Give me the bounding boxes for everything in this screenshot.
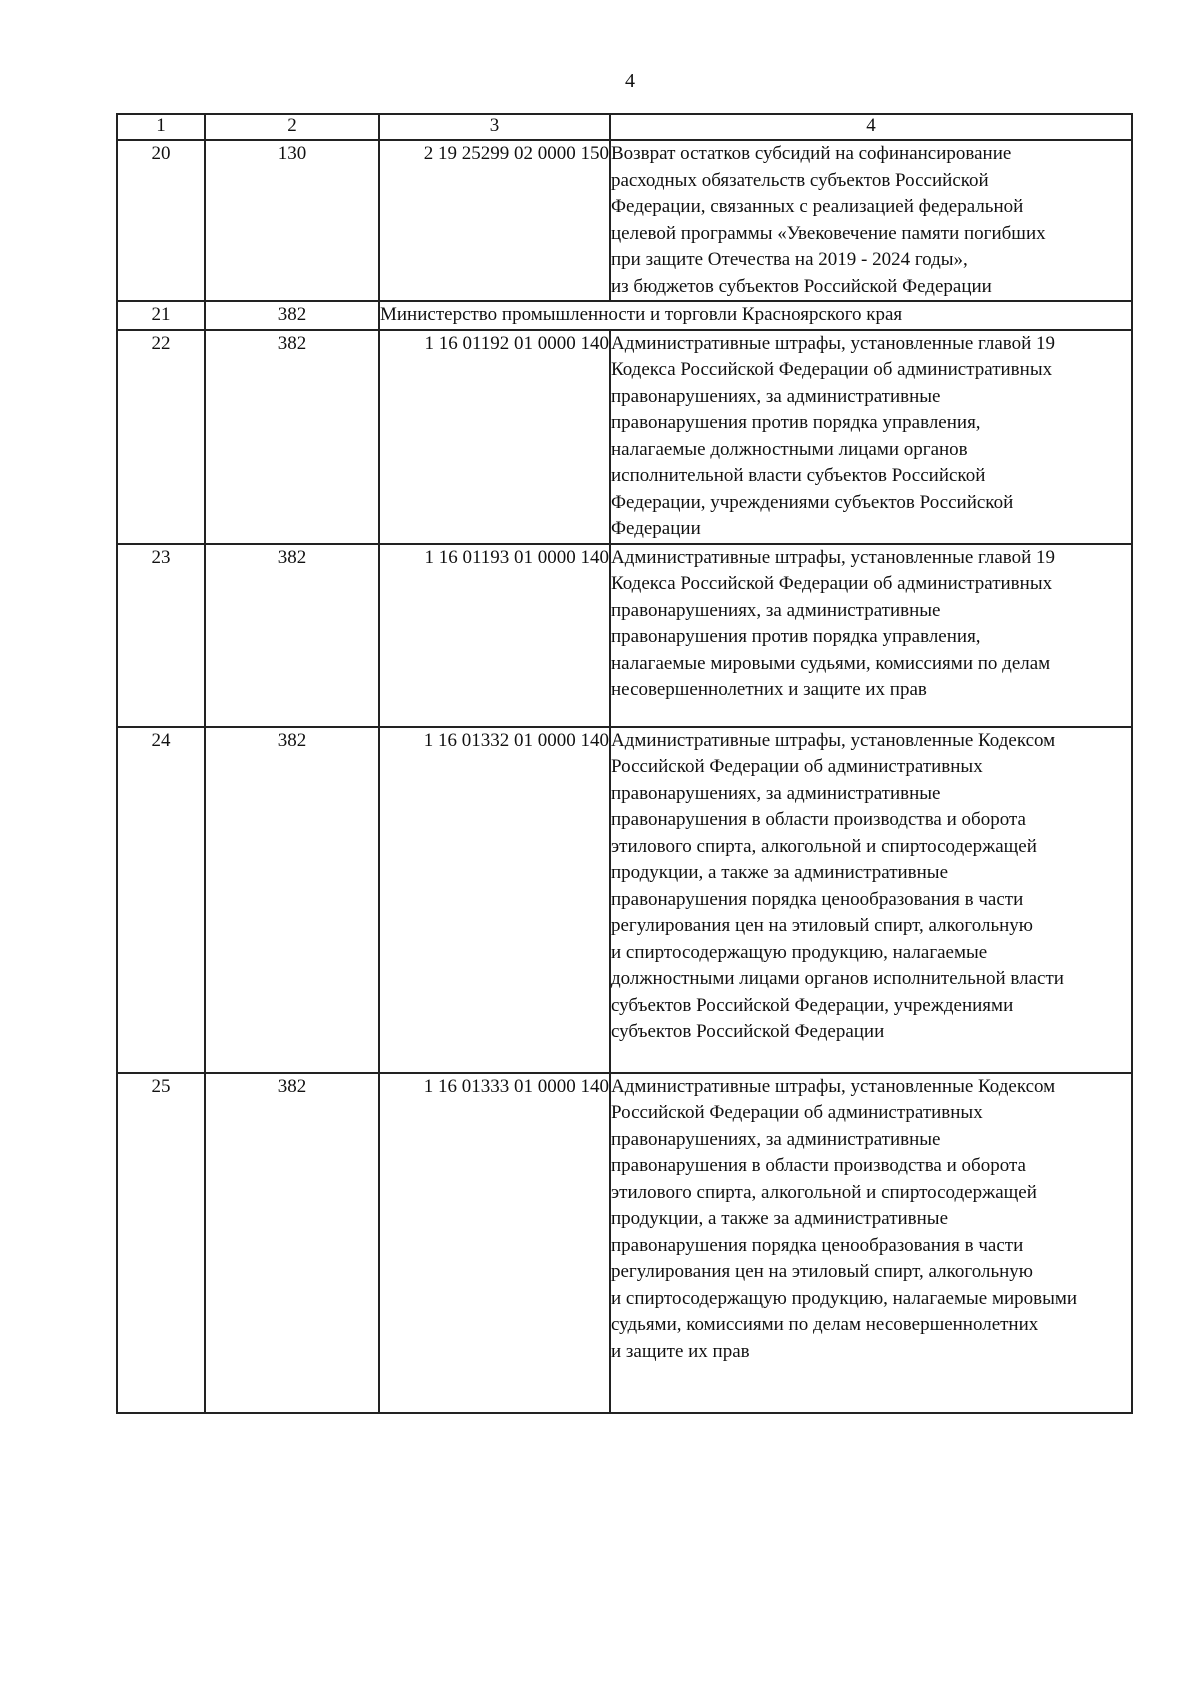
admin-code: 382	[205, 301, 379, 330]
description-line: этилового спирта, алкогольной и спиртосодержащей	[611, 1181, 1037, 1203]
description-line: Федерации, учреждениями субъектов Российской	[611, 491, 1014, 513]
table-header-row	[117, 114, 1132, 140]
budget-classification-code: 1 16 01193 01 0000 140	[379, 544, 610, 727]
budget-code-table	[116, 113, 1133, 1414]
description-line: субъектов Российской Федерации	[611, 1021, 885, 1042]
description-line: расходных обязательств субъектов Российской	[611, 169, 989, 191]
description-line: правонарушения в области производства и оборота	[611, 1155, 1026, 1176]
description-line: продукции, а также за административные	[611, 862, 948, 883]
table-row	[117, 301, 1132, 330]
description-line: при защите Отечества на 2019 - 2024 годы»,	[611, 249, 968, 270]
description-line: правонарушения против порядка управления,	[611, 412, 981, 433]
description-line: налагаемые мировыми судьями, комиссиями по делам	[611, 652, 1051, 674]
description-line: правонарушения против порядка управления,	[611, 626, 981, 647]
description-line: налагаемые должностными лицами органов	[611, 438, 968, 460]
description-line: должностными лицами органов исполнительной власти	[611, 968, 1064, 989]
budget-classification-code: 1 16 01192 01 0000 140	[379, 330, 610, 544]
description-line: и спиртосодержащую продукцию, налагаемые	[611, 941, 988, 963]
table-row	[117, 330, 1132, 544]
page-number: 4	[625, 70, 635, 92]
description-line: Кодекса Российской Федерации об административных	[611, 573, 1053, 594]
description-line: Административные штрафы, установленные главой 19	[611, 332, 1056, 354]
description-line: Административные штрафы, установленные Кодексом	[611, 1075, 1056, 1097]
description-line: правонарушениях, за административные	[611, 782, 941, 804]
budget-classification-code: 1 16 01333 01 0000 140	[379, 1073, 610, 1413]
description-line: регулирования цен на этиловый спирт, алкогольную	[611, 915, 1033, 936]
description-line: Кодекса Российской Федерации об административных	[611, 359, 1053, 380]
description-line: из бюджетов субъектов Российской Федерации	[611, 275, 992, 297]
admin-code: 382	[205, 727, 379, 1073]
description-cell	[610, 330, 1132, 544]
budget-classification-code: 1 16 01332 01 0000 140	[379, 727, 610, 1073]
description-cell	[610, 727, 1132, 1073]
description-line: Возврат остатков субсидий на софинансирование	[611, 143, 1012, 164]
description-line: продукции, а также за административные	[611, 1208, 948, 1229]
description-line: правонарушения порядка ценообразования в части	[611, 1234, 1024, 1256]
description-line: судьями, комиссиями по делам несовершеннолетних	[611, 1314, 1039, 1335]
description-line: правонарушениях, за административные	[611, 599, 941, 621]
header-col-2: 2	[205, 114, 379, 140]
description-line: исполнительной власти субъектов Российской	[611, 465, 986, 486]
description-cell	[610, 544, 1132, 727]
description-line: правонарушения порядка ценообразования в части	[611, 888, 1024, 910]
description-line: несовершеннолетних и защите их прав	[611, 679, 927, 700]
description-line: и спиртосодержащую продукцию, налагаемые мировыми	[611, 1287, 1078, 1309]
admin-code: 382	[205, 1073, 379, 1413]
description-cell	[610, 140, 1132, 301]
description-line: Российской Федерации об административных	[611, 1102, 983, 1123]
description-line: Административные штрафы, установленные главой 19	[611, 546, 1056, 568]
description-line: правонарушения в области производства и оборота	[611, 809, 1026, 830]
admin-code: 382	[205, 544, 379, 727]
row-number: 22	[117, 330, 205, 544]
admin-code: 382	[205, 330, 379, 544]
row-number: 25	[117, 1073, 205, 1413]
description-cell	[610, 1073, 1132, 1413]
table-row	[117, 1073, 1132, 1413]
description-line: правонарушениях, за административные	[611, 1128, 941, 1150]
description-line: целевой программы «Увековечение памяти погибших	[611, 222, 1046, 244]
header-col-3: 3	[379, 114, 610, 140]
row-number: 23	[117, 544, 205, 727]
description-line: Федерации	[611, 518, 701, 539]
budget-classification-code: 2 19 25299 02 0000 150	[379, 140, 610, 301]
description-line: субъектов Российской Федерации, учреждениями	[611, 994, 1014, 1016]
admin-code: 130	[205, 140, 379, 301]
description-line: Федерации, связанных с реализацией федеральной	[611, 196, 1024, 217]
header-col-1: 1	[117, 114, 205, 140]
description-line: и защите их прав	[611, 1340, 750, 1362]
description-line: регулирования цен на этиловый спирт, алкогольную	[611, 1261, 1033, 1282]
header-col-4: 4	[610, 114, 1132, 140]
row-number: 24	[117, 727, 205, 1073]
ministry-name: Министерство промышленности и торговли Красноярского края	[379, 301, 1132, 330]
table-row	[117, 140, 1132, 301]
description-line: этилового спирта, алкогольной и спиртосодержащей	[611, 835, 1037, 857]
row-number: 20	[117, 140, 205, 301]
table-row	[117, 544, 1132, 727]
table-row	[117, 727, 1132, 1073]
row-number: 21	[117, 301, 205, 330]
description-line: Российской Федерации об административных	[611, 756, 983, 777]
description-line: Административные штрафы, установленные Кодексом	[611, 729, 1056, 751]
description-line: правонарушениях, за административные	[611, 385, 941, 407]
